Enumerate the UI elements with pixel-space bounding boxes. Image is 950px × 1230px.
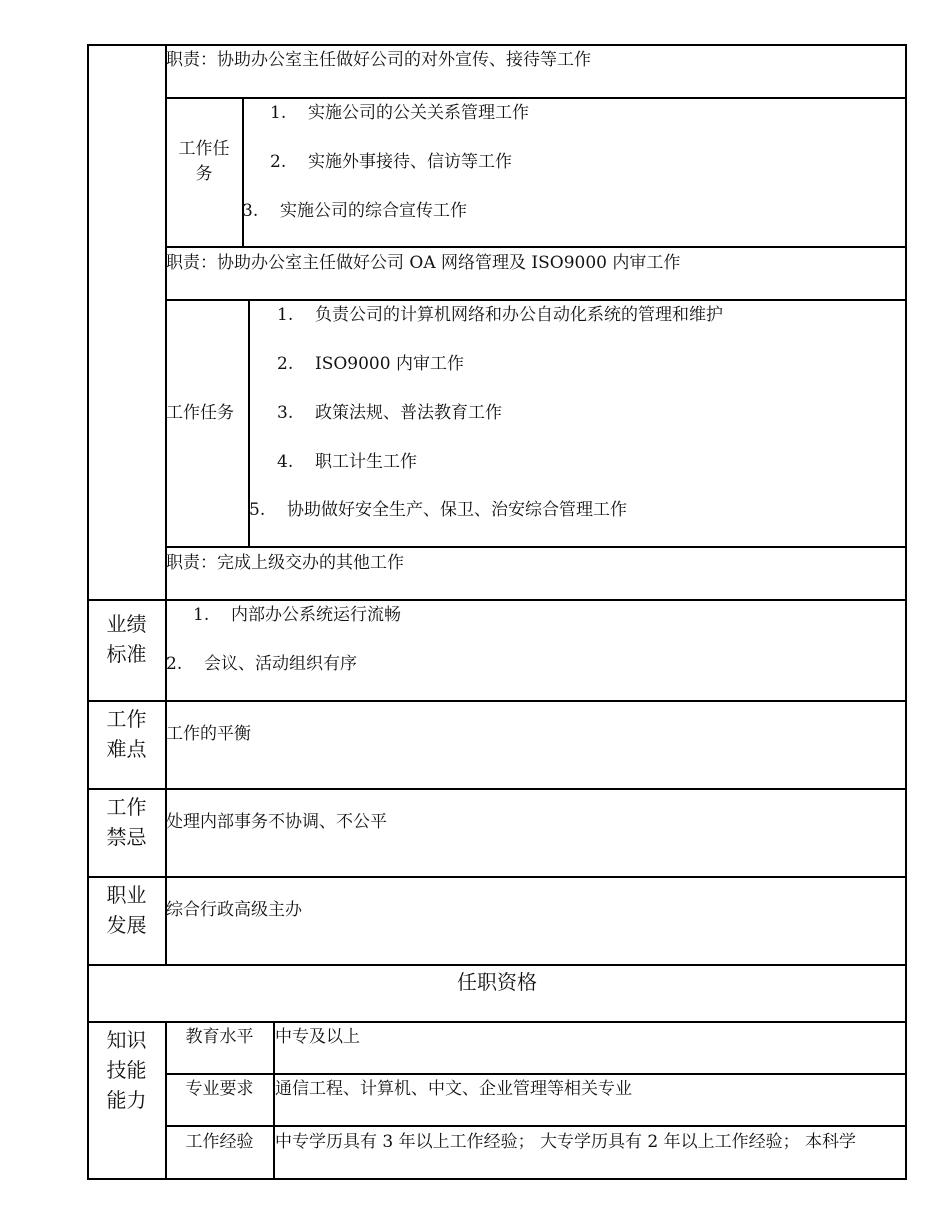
table-border-top bbox=[87, 44, 907, 46]
row-line bbox=[165, 246, 906, 248]
duty2-task-text: 政策法规、普法教育工作 bbox=[315, 403, 502, 423]
qualification-heading: 任职资格 bbox=[457, 970, 537, 994]
career-text: 综合行政高级主办 bbox=[166, 900, 302, 920]
duty1-task-label: 工作任 务 bbox=[178, 139, 230, 184]
qual-row-label: 工作经验 bbox=[185, 1132, 254, 1152]
taboo-label: 工作 禁忌 bbox=[106, 795, 147, 849]
performance-item-text: 会议、活动组织有序 bbox=[204, 654, 357, 674]
duty1-task-text: 实施公司的综合宣传工作 bbox=[280, 201, 467, 221]
duty2-task-num: 3. bbox=[277, 403, 294, 423]
qual-row-value: 通信工程、计算机、中文、企业管理等相关专业 bbox=[275, 1079, 632, 1099]
row-line bbox=[87, 700, 907, 702]
difficulty-text: 工作的平衡 bbox=[166, 724, 251, 744]
duty1-task-text: 实施公司的公关关系管理工作 bbox=[308, 103, 529, 123]
table-border-right bbox=[905, 44, 907, 1180]
career-label: 职业 发展 bbox=[106, 883, 147, 937]
row-line bbox=[87, 788, 907, 790]
qual-row-label: 教育水平 bbox=[185, 1027, 254, 1047]
duty3-title: 职责：完成上级交办的其他工作 bbox=[166, 553, 404, 573]
row-line bbox=[87, 876, 907, 878]
row-line bbox=[165, 546, 906, 548]
duty2-task-text: 协助做好安全生产、保卫、治安综合管理工作 bbox=[287, 500, 627, 520]
qual-row-label: 专业要求 bbox=[185, 1079, 254, 1099]
duty1-task-text: 实施外事接待、信访等工作 bbox=[308, 152, 512, 172]
duty1-task-num: 1. bbox=[270, 103, 287, 123]
taboo-text: 处理内部事务不协调、不公平 bbox=[166, 812, 387, 832]
duty2-task-text: 职工计生工作 bbox=[315, 452, 417, 472]
row-line bbox=[87, 964, 907, 966]
qualification-label: 知识 技能 能力 bbox=[106, 1028, 147, 1112]
task1-divider bbox=[242, 97, 244, 247]
performance-item-num: 1. bbox=[193, 605, 210, 625]
duty2-title: 职责：协助办公室主任做好公司 OA 网络管理及 ISO9000 内审工作 bbox=[166, 253, 681, 273]
qual-row-value: 中专学历具有 3 年以上工作经验； 大专学历具有 2 年以上工作经验； 本科学 bbox=[275, 1132, 857, 1152]
duty2-task-text: 负责公司的计算机网络和办公自动化系统的管理和维护 bbox=[315, 305, 723, 325]
performance-item-text: 内部办公系统运行流畅 bbox=[231, 605, 401, 625]
duty2-task-num: 1. bbox=[277, 305, 294, 325]
duty2-task-label: 工作任务 bbox=[166, 403, 234, 423]
duty2-task-num: 4. bbox=[277, 452, 294, 472]
row-line bbox=[165, 1125, 906, 1127]
performance-item-num: 2. bbox=[166, 654, 183, 674]
row-line bbox=[87, 1021, 907, 1023]
row-line bbox=[165, 299, 906, 301]
duty1-task-num: 3. bbox=[242, 201, 259, 221]
duty2-task-num: 5. bbox=[249, 500, 266, 520]
row-line bbox=[165, 1073, 906, 1075]
duty2-task-num: 2. bbox=[277, 354, 294, 374]
duty2-task-text: ISO9000 内审工作 bbox=[315, 354, 464, 374]
duty1-title: 职责：协助办公室主任做好公司的对外宣传、接待等工作 bbox=[166, 50, 591, 70]
qual-row-value: 中专及以上 bbox=[275, 1027, 360, 1047]
difficulty-label: 工作 难点 bbox=[106, 707, 147, 761]
duty1-task-num: 2. bbox=[270, 152, 287, 172]
row-line bbox=[165, 97, 906, 99]
table-border-bottom bbox=[87, 1178, 907, 1180]
performance-label: 业绩 标准 bbox=[106, 612, 147, 666]
row-line bbox=[87, 599, 907, 601]
